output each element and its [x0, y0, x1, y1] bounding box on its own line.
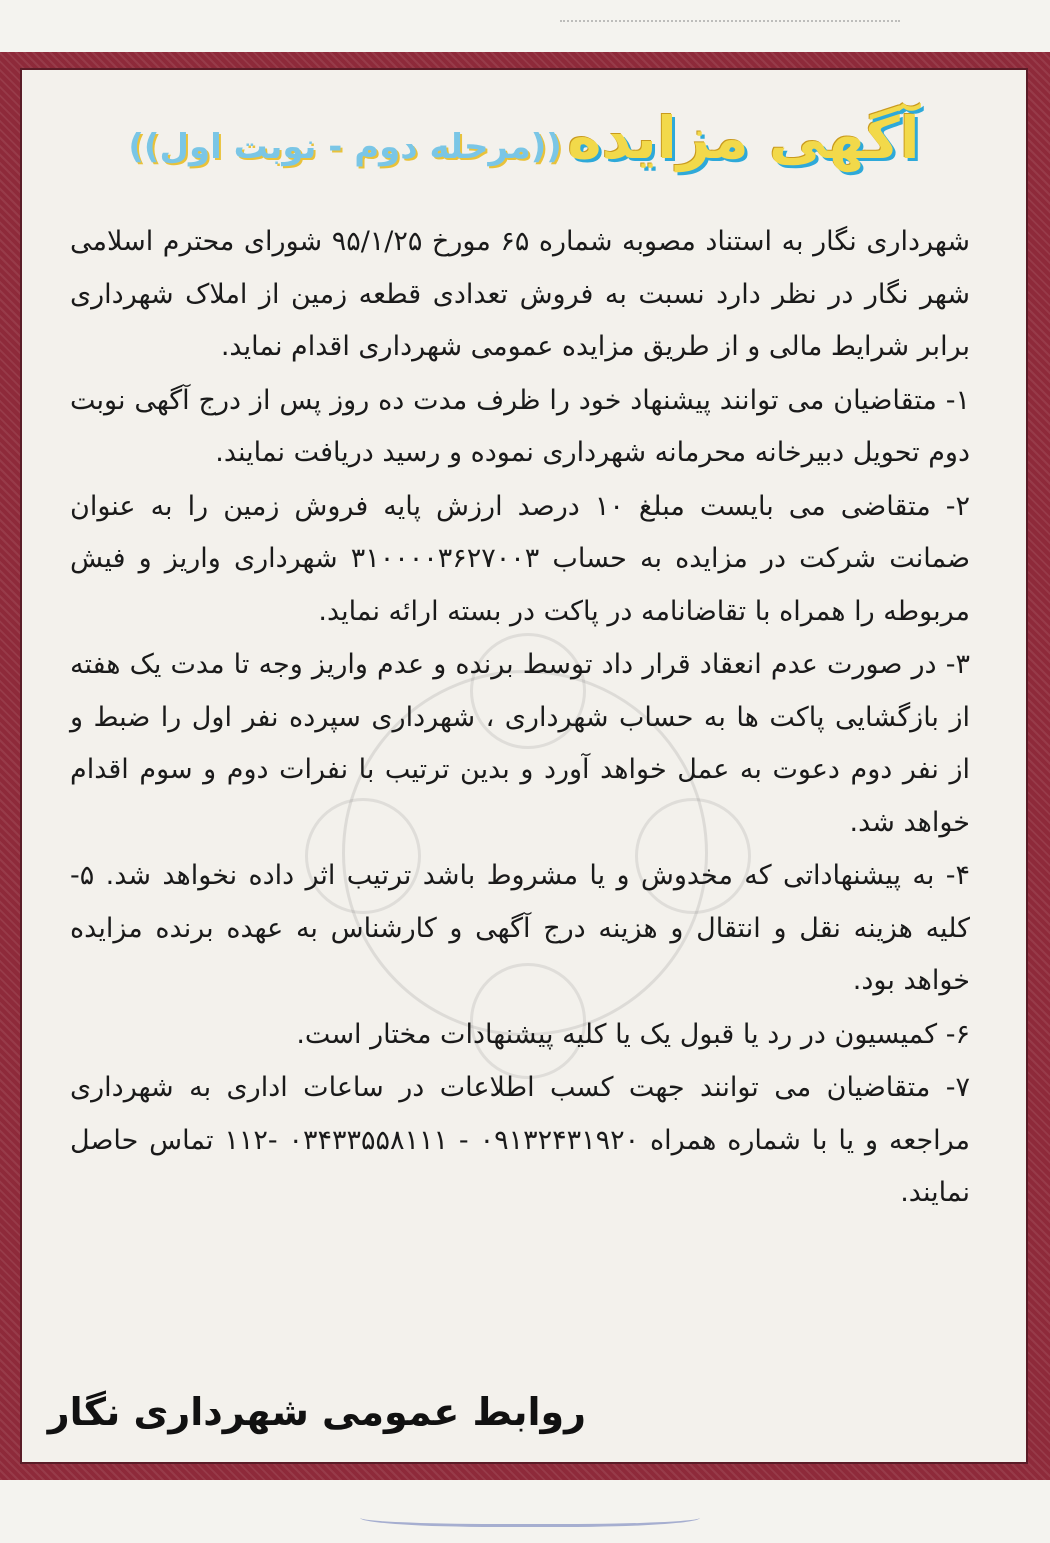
newspaper-bottom-margin	[0, 1480, 1050, 1543]
clause-1: ۱- متقاضیان می توانند پیشنهاد خود را ظرف مدت ده روز پس از درج آگهی نوبت دوم تحویل دبیرخانه محرمانه شهرداری نموده و رسید دریافت نمایند.	[70, 384, 970, 468]
newspaper-top-margin	[0, 0, 1050, 53]
clause-7: ۷- متقاضیان می توانند جهت کسب اطلاعات در ساعات اداری به شهرداری مراجعه و یا با شماره همراه ۰۹۱۳۲۴۳۱۹۲۰ - ۰۳۴۳۳۵۵۸۱۱۱ -۱۱۲ تماس حاصل نمایند.	[70, 1072, 970, 1208]
advertisement-panel	[20, 68, 1028, 1464]
clause-3: ۳- در صورت عدم انعقاد قرار داد توسط برنده و عدم واریز وجه تا مدت یک هفته از بازگشایی پاکت ها به حساب شهرداری ، شهرداری سپرده نفر اول را ضبط و از نفر دوم دعوت به عمل خواهد آورد و بدین ترتیب با نفرات دوم و سوم اقدام خواهد شد.	[70, 649, 970, 838]
title-main: آگهی مزایده	[567, 104, 920, 172]
faded-header-text	[560, 2, 900, 22]
advertisement-border	[0, 52, 1050, 1480]
signature: روابط عمومی شهرداری نگار	[47, 1390, 586, 1434]
clause-4-5: ۴- به پیشنهاداتی که مخدوش و یا مشروط باشد ترتیب اثر داده نخواهد شد. ۵- کلیه هزینه نقل و انتقال و هزینه درج آگهی و کارشناس به عهده برنده مزایده خواهد بود.	[70, 860, 970, 996]
advertisement-title	[22, 104, 1026, 224]
ink-mark	[360, 1504, 700, 1527]
clause-2: ۲- متقاضی می بایست مبلغ ۱۰ درصد ارزش پایه فروش زمین را به عنوان ضمانت شرکت در مزایده به حساب ۳۱۰۰۰۰۳۶۲۷۰۰۳ شهرداری واریز و فیش مربوطه را همراه با تقاضانامه در پاکت در بسته ارائه نماید.	[70, 490, 970, 627]
title-subtitle: ((مرحله دوم - نوبت اول))	[128, 127, 562, 167]
advertisement-body	[70, 216, 970, 1220]
intro-paragraph: شهرداری نگار به استناد مصوبه شماره ۶۵ مورخ ۹۵/۱/۲۵ شورای محترم اسلامی شهر نگار در نظر دارد نسبت به فروش تعدادی قطعه زمین از املاک شهرداری برابر شرایط مالی و از طریق مزایده عمومی شهرداری اقدام نماید.	[70, 226, 970, 362]
clause-6: ۶- کمیسیون در رد یا قبول یک یا کلیه پیشنهادات مختار است.	[296, 1018, 970, 1050]
